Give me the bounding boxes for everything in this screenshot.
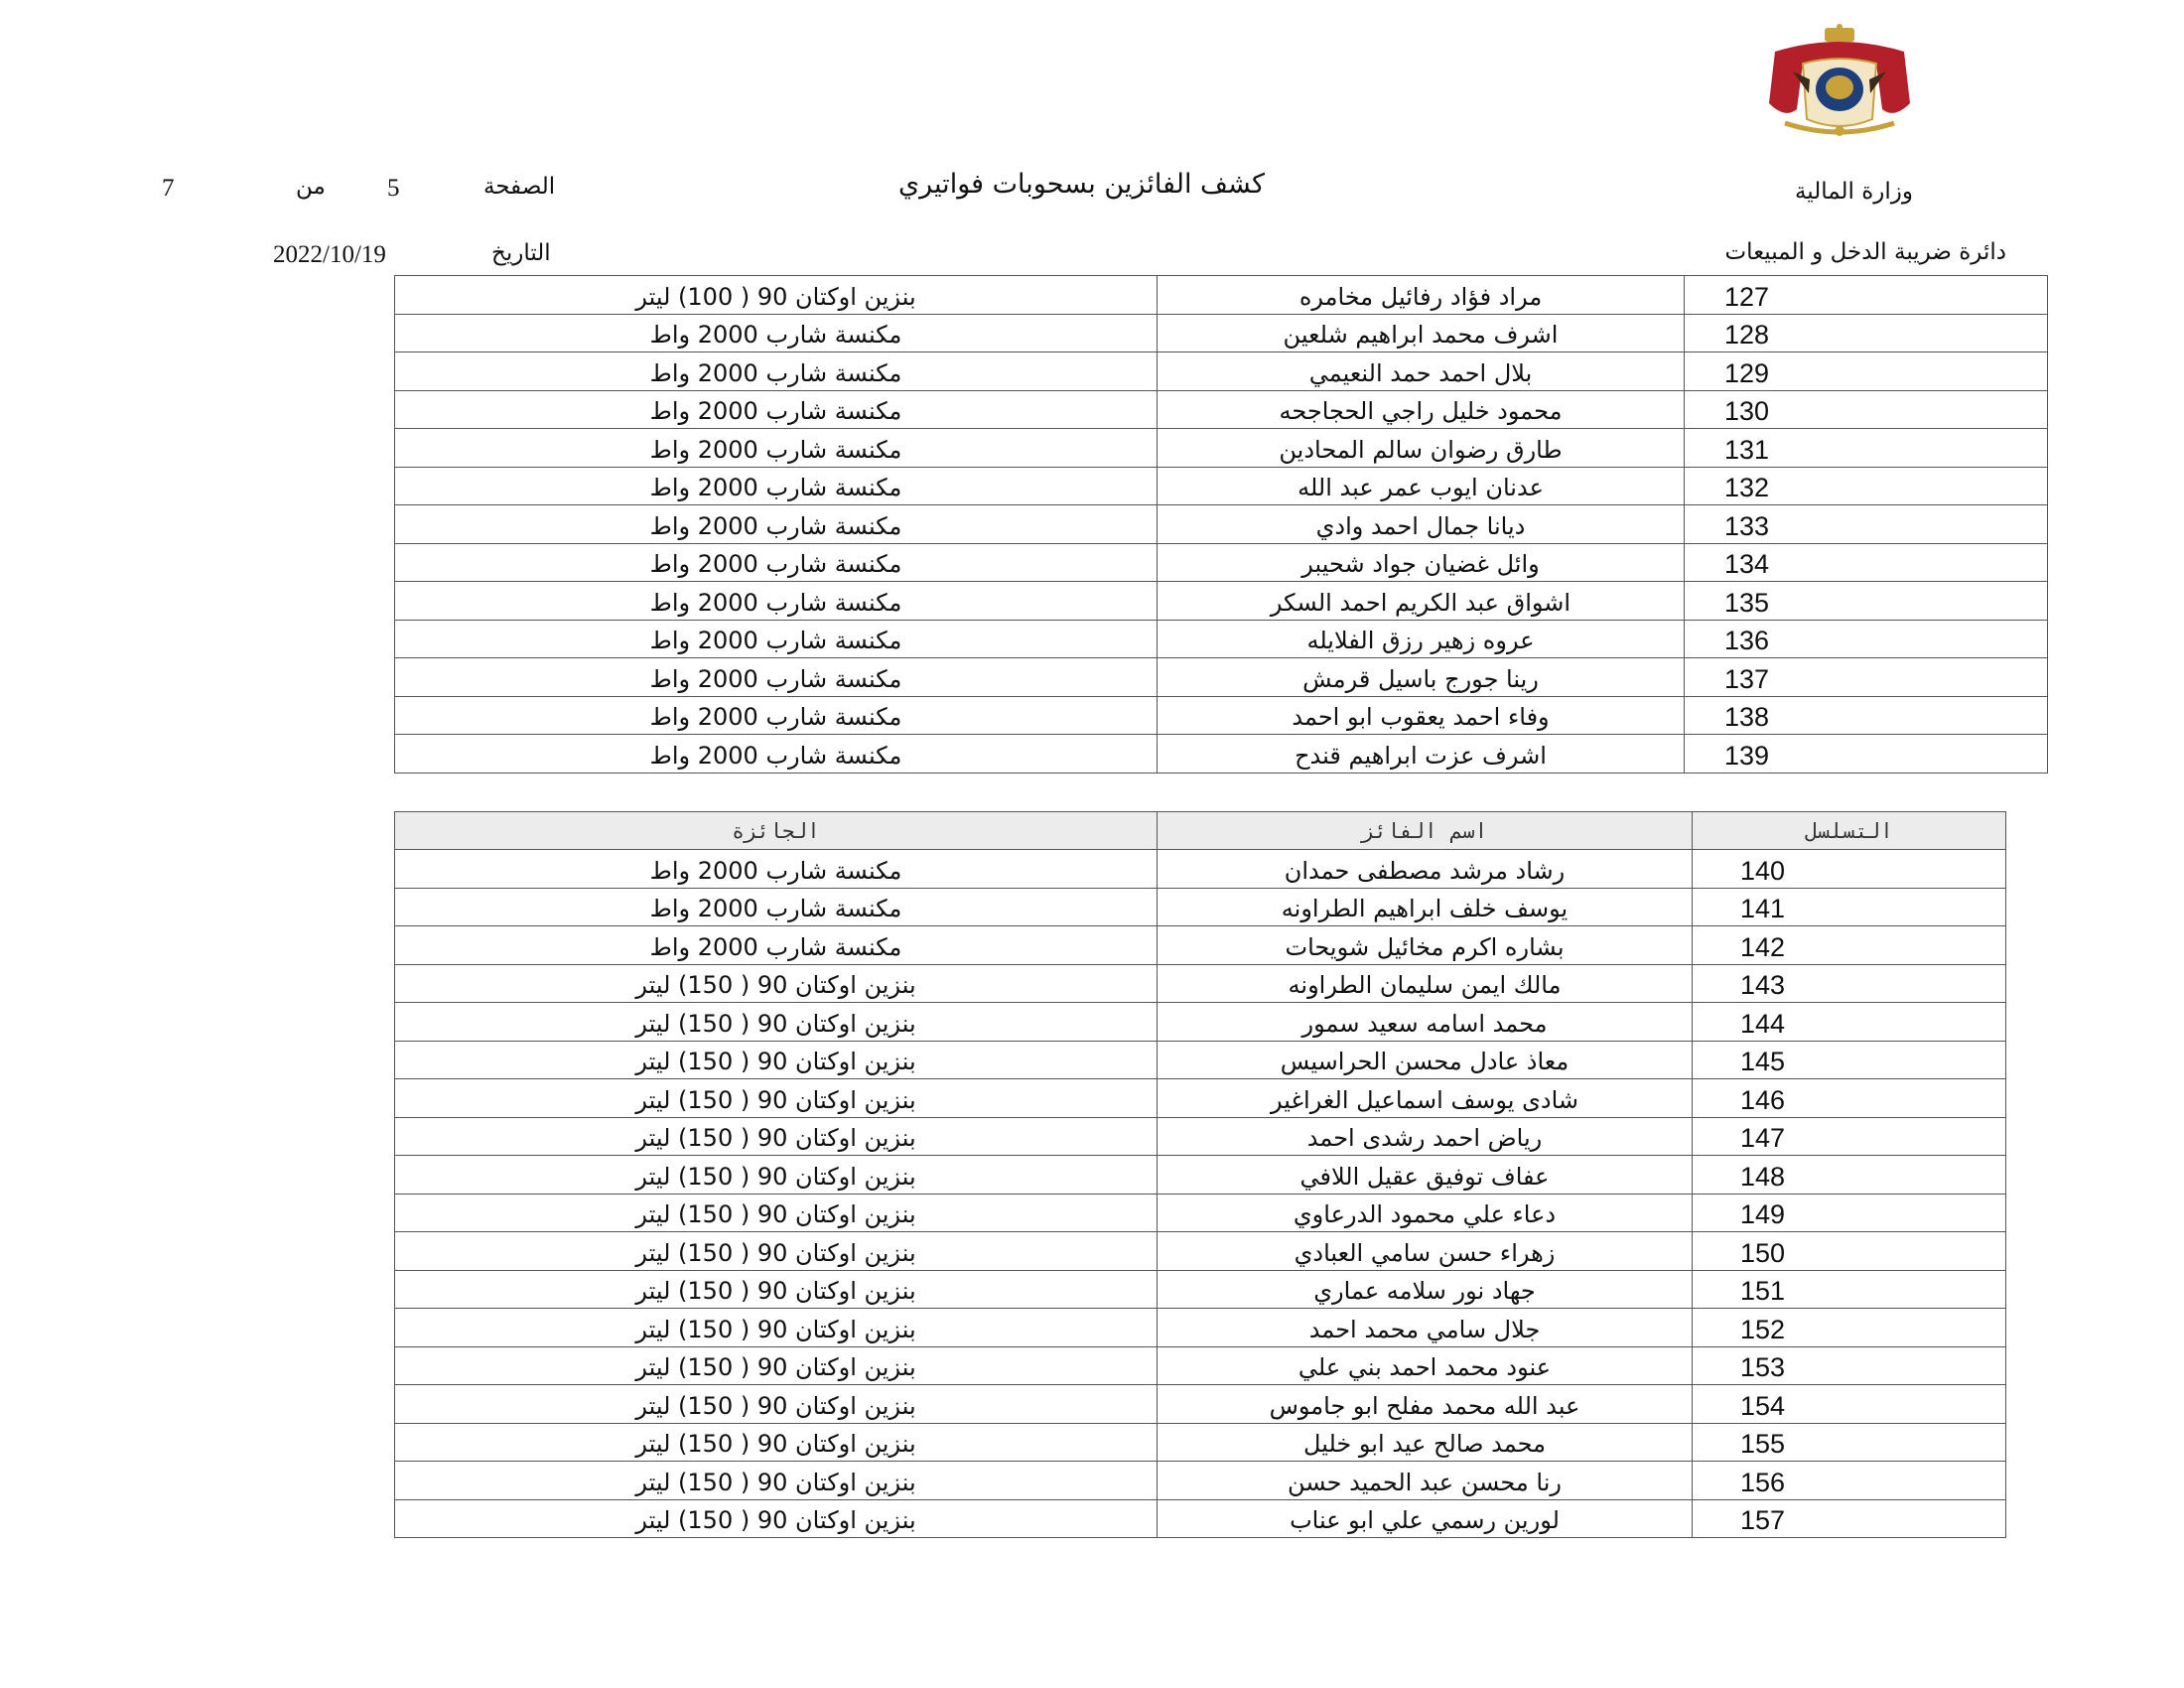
winner-name-cell: اشرف محمد ابراهيم شلعين xyxy=(1158,314,1685,352)
table-row xyxy=(395,352,2048,391)
winner-name-cell: عنود محمد احمد بني علي xyxy=(1158,1346,1693,1385)
table-row xyxy=(395,582,2048,621)
document-title: كشف الفائزين بسحوبات فواتيري xyxy=(898,169,1265,200)
prize-cell: مكنسة شارب 2000 واط xyxy=(395,658,1158,697)
prize-cell: مكنسة شارب 2000 واط xyxy=(395,543,1158,582)
sequence-cell: 129 xyxy=(1685,352,2048,391)
sequence-cell: 140 xyxy=(1693,850,2006,889)
table-row xyxy=(395,1117,2006,1156)
sequence-cell: 150 xyxy=(1693,1232,2006,1271)
table-row xyxy=(395,735,2048,774)
table-row xyxy=(395,1346,2006,1385)
sequence-cell: 130 xyxy=(1685,390,2048,429)
winner-name-cell: زهراء حسن سامي العبادي xyxy=(1158,1232,1693,1271)
sequence-cell: 137 xyxy=(1685,658,2048,697)
sequence-cell: 138 xyxy=(1685,696,2048,735)
winners-table-continued xyxy=(394,275,2048,774)
table-row xyxy=(395,1041,2006,1079)
sequence-cell: 148 xyxy=(1693,1156,2006,1195)
prize-cell: بنزين اوكتان 90 ( 150) ليتر xyxy=(395,1003,1158,1042)
winner-name-cell: محمد اسامه سعيد سمور xyxy=(1158,1003,1693,1042)
winner-name-cell: اشواق عبد الكريم احمد السكر xyxy=(1158,582,1685,621)
prize-cell: مكنسة شارب 2000 واط xyxy=(395,314,1158,352)
table-row xyxy=(395,390,2048,429)
table-row xyxy=(395,1156,2006,1195)
column-header-seq: التسلسل xyxy=(1693,812,2006,850)
date-label: التاريخ xyxy=(491,240,551,266)
prize-cell: مكنسة شارب 2000 واط xyxy=(395,390,1158,429)
table-row xyxy=(395,850,2006,889)
ministry-name: وزارة المالية xyxy=(1794,179,1913,205)
winner-name-cell: لورين رسمي علي ابو عناب xyxy=(1158,1499,1693,1538)
table-row xyxy=(395,1423,2006,1462)
winner-name-cell: اشرف عزت ابراهيم قندح xyxy=(1158,735,1685,774)
winner-name-cell: يوسف خلف ابراهيم الطراونه xyxy=(1158,888,1693,926)
prize-cell: مكنسة شارب 2000 واط xyxy=(395,582,1158,621)
winner-name-cell: محمد صالح عيد ابو خليل xyxy=(1158,1423,1693,1462)
table-row xyxy=(395,1309,2006,1347)
sequence-cell: 145 xyxy=(1693,1041,2006,1079)
table-row xyxy=(395,696,2048,735)
prize-cell: بنزين اوكتان 90 ( 150) ليتر xyxy=(395,1270,1158,1309)
page-label: الصفحة xyxy=(483,174,556,200)
prize-cell: مكنسة شارب 2000 واط xyxy=(395,735,1158,774)
sequence-cell: 128 xyxy=(1685,314,2048,352)
prize-cell: مكنسة شارب 2000 واط xyxy=(395,696,1158,735)
winner-name-cell: جلال سامي محمد احمد xyxy=(1158,1309,1693,1347)
coat-of-arms-icon xyxy=(1755,24,1924,141)
prize-cell: بنزين اوكتان 90 ( 150) ليتر xyxy=(395,1194,1158,1232)
sequence-cell: 151 xyxy=(1693,1270,2006,1309)
page-current: 5 xyxy=(387,175,400,202)
sequence-cell: 157 xyxy=(1693,1499,2006,1538)
winners-table xyxy=(394,811,2006,1538)
winner-name-cell: عفاف توفيق عقيل اللافي xyxy=(1158,1156,1693,1195)
sequence-cell: 153 xyxy=(1693,1346,2006,1385)
winner-name-cell: عروه زهير رزق الفلايله xyxy=(1158,620,1685,658)
sequence-cell: 152 xyxy=(1693,1309,2006,1347)
winner-name-cell: بشاره اكرم مخائيل شويحات xyxy=(1158,926,1693,965)
winners-table-head xyxy=(395,812,2006,850)
sequence-cell: 156 xyxy=(1693,1462,2006,1500)
table-row xyxy=(395,276,2048,315)
sequence-cell: 149 xyxy=(1693,1194,2006,1232)
prize-cell: بنزين اوكتان 90 ( 150) ليتر xyxy=(395,1423,1158,1462)
winner-name-cell: عدنان ايوب عمر عبد الله xyxy=(1158,467,1685,505)
winner-name-cell: طارق رضوان سالم المحادين xyxy=(1158,429,1685,468)
table-row xyxy=(395,314,2048,352)
page-total: 7 xyxy=(162,175,175,202)
date-value: 2022/10/19 xyxy=(273,241,386,268)
winners-table-body xyxy=(395,850,2006,1538)
winner-name-cell: محمود خليل راجي الحجاجحه xyxy=(1158,390,1685,429)
winner-name-cell: ديانا جمال احمد وادي xyxy=(1158,505,1685,544)
sequence-cell: 134 xyxy=(1685,543,2048,582)
sequence-cell: 147 xyxy=(1693,1117,2006,1156)
prize-cell: بنزين اوكتان 90 ( 150) ليتر xyxy=(395,1041,1158,1079)
sequence-cell: 127 xyxy=(1685,276,2048,315)
prize-cell: مكنسة شارب 2000 واط xyxy=(395,620,1158,658)
sequence-cell: 131 xyxy=(1685,429,2048,468)
table-row xyxy=(395,926,2006,965)
table-row xyxy=(395,1462,2006,1500)
sequence-cell: 154 xyxy=(1693,1385,2006,1424)
table-row xyxy=(395,1270,2006,1309)
table-row xyxy=(395,888,2006,926)
prize-cell: بنزين اوكتان 90 ( 150) ليتر xyxy=(395,1156,1158,1195)
winner-name-cell: عبد الله محمد مفلح ابو جاموس xyxy=(1158,1385,1693,1424)
sequence-cell: 139 xyxy=(1685,735,2048,774)
table-row xyxy=(395,1499,2006,1538)
prize-cell: بنزين اوكتان 90 ( 100) ليتر xyxy=(395,276,1158,315)
winner-name-cell: وائل غضيان جواد شحيبر xyxy=(1158,543,1685,582)
winner-name-cell: بلال احمد حمد النعيمي xyxy=(1158,352,1685,391)
table-row xyxy=(395,1194,2006,1232)
sequence-cell: 135 xyxy=(1685,582,2048,621)
prize-cell: بنزين اوكتان 90 ( 150) ليتر xyxy=(395,1346,1158,1385)
sequence-cell: 141 xyxy=(1693,888,2006,926)
winner-name-cell: وفاء احمد يعقوب ابو احمد xyxy=(1158,696,1685,735)
prize-cell: بنزين اوكتان 90 ( 150) ليتر xyxy=(395,1462,1158,1500)
prize-cell: مكنسة شارب 2000 واط xyxy=(395,505,1158,544)
prize-cell: مكنسة شارب 2000 واط xyxy=(395,467,1158,505)
sequence-cell: 155 xyxy=(1693,1423,2006,1462)
table-row xyxy=(395,658,2048,697)
table-row xyxy=(395,1079,2006,1118)
sequence-cell: 142 xyxy=(1693,926,2006,965)
of-label: من xyxy=(296,174,326,200)
prize-cell: بنزين اوكتان 90 ( 150) ليتر xyxy=(395,1117,1158,1156)
winner-name-cell: دعاء علي محمود الدرعاوي xyxy=(1158,1194,1693,1232)
sequence-cell: 146 xyxy=(1693,1079,2006,1118)
table-row xyxy=(395,505,2048,544)
table-row xyxy=(395,964,2006,1003)
table-row xyxy=(395,1003,2006,1042)
winner-name-cell: رينا جورج باسيل قرمش xyxy=(1158,658,1685,697)
table-row xyxy=(395,1232,2006,1271)
prize-cell: مكنسة شارب 2000 واط xyxy=(395,926,1158,965)
winner-name-cell: شادى يوسف اسماعيل الغراغير xyxy=(1158,1079,1693,1118)
sequence-cell: 132 xyxy=(1685,467,2048,505)
table-row xyxy=(395,467,2048,505)
sequence-cell: 136 xyxy=(1685,620,2048,658)
prize-cell: بنزين اوكتان 90 ( 150) ليتر xyxy=(395,1385,1158,1424)
table-row xyxy=(395,620,2048,658)
column-header-prize: الجائزة xyxy=(395,812,1158,850)
winner-name-cell: رياض احمد رشدى احمد xyxy=(1158,1117,1693,1156)
winners-table-body xyxy=(395,276,2048,774)
prize-cell: مكنسة شارب 2000 واط xyxy=(395,850,1158,889)
prize-cell: بنزين اوكتان 90 ( 150) ليتر xyxy=(395,1232,1158,1271)
winner-name-cell: رنا محسن عبد الحميد حسن xyxy=(1158,1462,1693,1500)
winner-name-cell: مراد فؤاد رفائيل مخامره xyxy=(1158,276,1685,315)
column-header-name: اسم الفائز xyxy=(1158,812,1693,850)
department-name: دائرة ضريبة الدخل و المبيعات xyxy=(1724,239,2006,265)
prize-cell: مكنسة شارب 2000 واط xyxy=(395,888,1158,926)
prize-cell: مكنسة شارب 2000 واط xyxy=(395,429,1158,468)
winner-name-cell: مالك ايمن سليمان الطراونه xyxy=(1158,964,1693,1003)
table-row xyxy=(395,429,2048,468)
winner-name-cell: جهاد نور سلامه عماري xyxy=(1158,1270,1693,1309)
table-header-row xyxy=(395,812,2006,850)
table-row xyxy=(395,1385,2006,1424)
table-row xyxy=(395,543,2048,582)
prize-cell: مكنسة شارب 2000 واط xyxy=(395,352,1158,391)
sequence-cell: 143 xyxy=(1693,964,2006,1003)
sequence-cell: 133 xyxy=(1685,505,2048,544)
prize-cell: بنزين اوكتان 90 ( 150) ليتر xyxy=(395,1079,1158,1118)
sequence-cell: 144 xyxy=(1693,1003,2006,1042)
winner-name-cell: معاذ عادل محسن الحراسيس xyxy=(1158,1041,1693,1079)
prize-cell: بنزين اوكتان 90 ( 150) ليتر xyxy=(395,1309,1158,1347)
winner-name-cell: رشاد مرشد مصطفى حمدان xyxy=(1158,850,1693,889)
prize-cell: بنزين اوكتان 90 ( 150) ليتر xyxy=(395,1499,1158,1538)
prize-cell: بنزين اوكتان 90 ( 150) ليتر xyxy=(395,964,1158,1003)
